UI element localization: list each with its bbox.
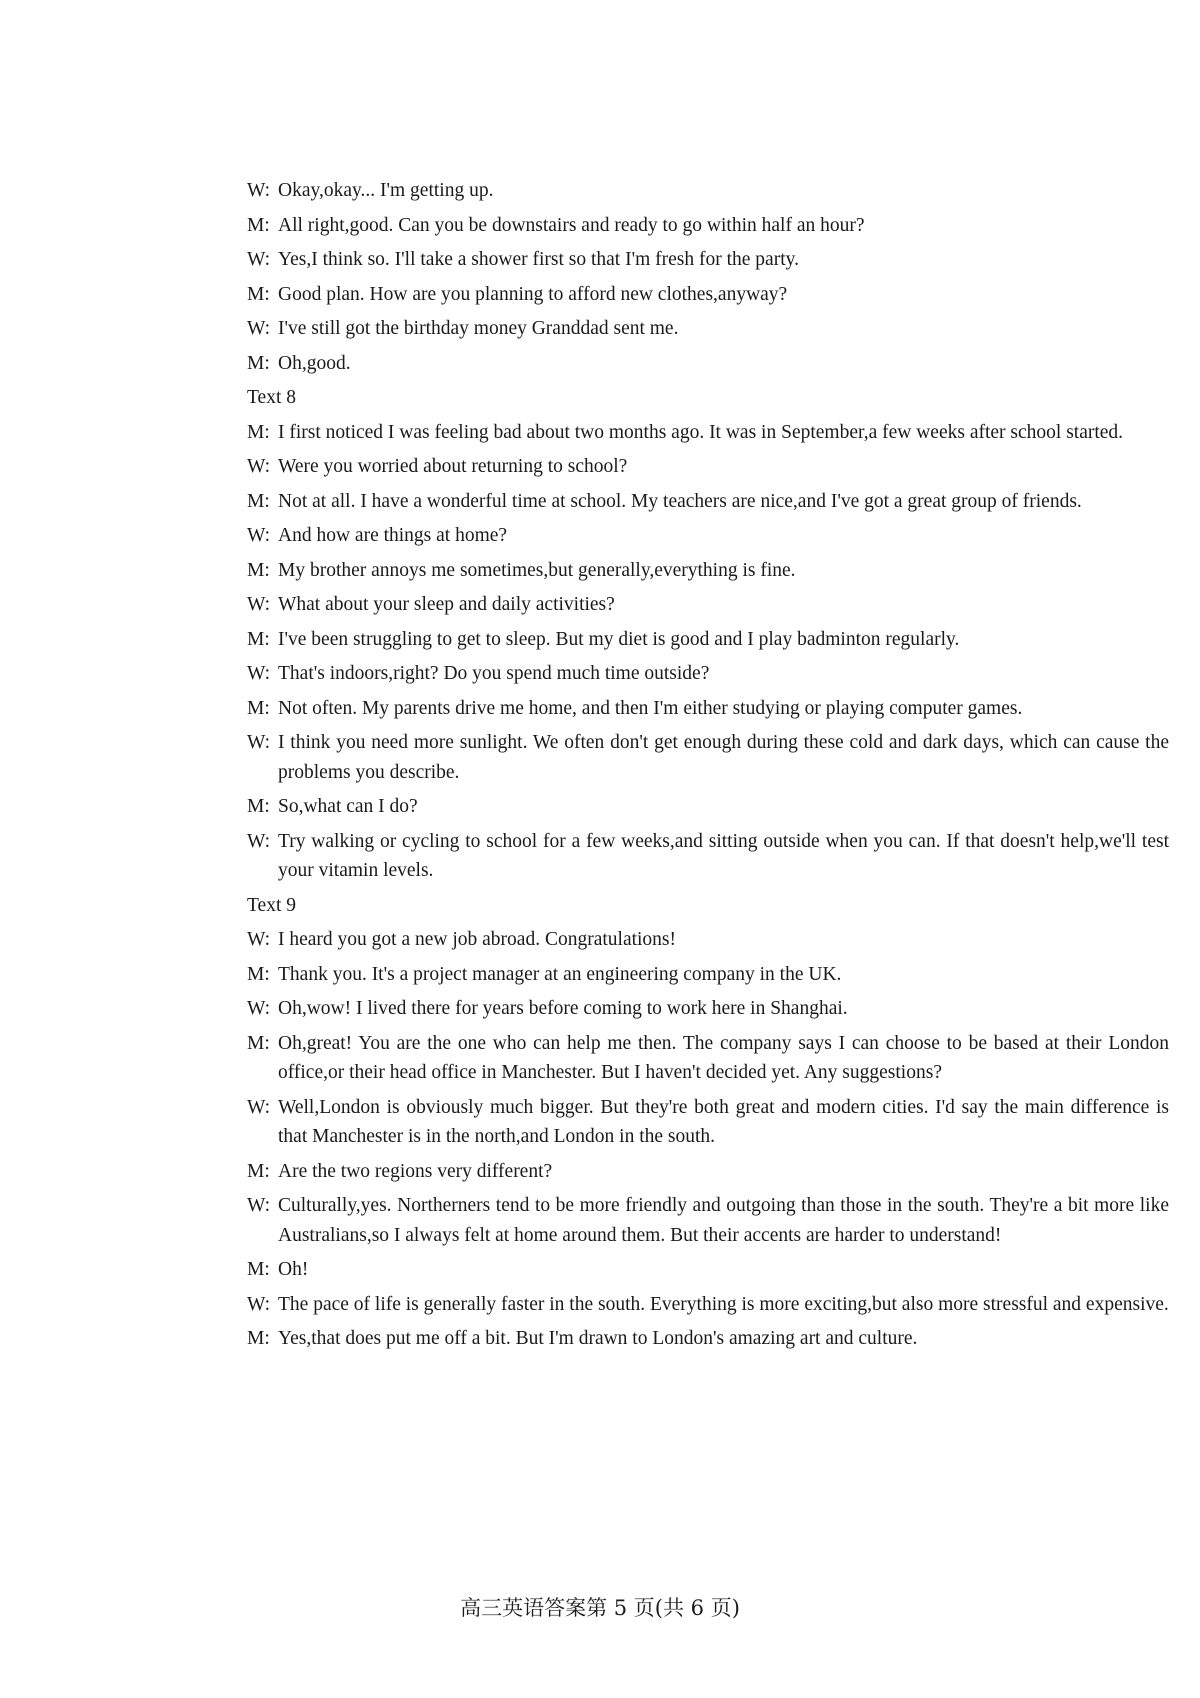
- speaker-label: W:: [247, 830, 271, 852]
- dialogue-text: I heard you got a new job abroad. Congratulations!: [278, 929, 677, 950]
- dialogue-line: [247, 1255, 1169, 1285]
- dialogue-text: Oh,wow! I lived there for years before coming to work here in Shanghai.: [278, 998, 848, 1019]
- dialogue-text: I first noticed I was feeling bad about two months ago. It was in September,a few weeks after school started.: [278, 421, 1124, 443]
- dialogue-line: [247, 728, 1169, 787]
- speaker-label: M:: [247, 1160, 270, 1182]
- dialogue-line: [247, 960, 1169, 990]
- dialogue-text: Yes,that does put me off a bit. But I'm drawn to London's amazing art and culture.: [278, 1328, 918, 1349]
- dialogue-line: [247, 245, 1169, 275]
- speaker-label: M:: [247, 1328, 270, 1349]
- dialogue-line: [247, 1157, 1169, 1187]
- section-heading: Text 8: [247, 387, 296, 408]
- speaker-label: M:: [247, 352, 270, 374]
- dialogue-line: [247, 452, 1169, 482]
- speaker-label: W:: [247, 180, 271, 201]
- dialogue-line: [247, 521, 1169, 551]
- dialogue-line: [247, 418, 1169, 448]
- dialogue-line: [247, 487, 1169, 517]
- dialogue-line: [247, 176, 1169, 206]
- speaker-label: W:: [247, 1293, 271, 1315]
- dialogue-text: Thank you. It's a project manager at an engineering company in the UK.: [278, 963, 842, 985]
- page-footer: 高三英语答案第 5 页(共 6 页): [460, 1596, 740, 1620]
- speaker-label: M:: [247, 963, 270, 985]
- dialogue-line: [247, 994, 1169, 1024]
- dialogue-text: Well,London is obviously much bigger. But they're both great and modern cities. I'd say the main difference is that Manchester is in the north,and London in the south.: [278, 1096, 1169, 1147]
- dialogue-line: [247, 625, 1169, 655]
- speaker-label: W:: [247, 318, 271, 339]
- dialogue-text: My brother annoys me sometimes,but generally,everything is fine.: [278, 559, 796, 581]
- dialogue-line: [247, 1191, 1169, 1250]
- speaker-label: W:: [247, 1195, 271, 1216]
- dialogue-line: [247, 1290, 1169, 1320]
- dialogue-text: So,what can I do?: [278, 796, 418, 817]
- speaker-label: M:: [247, 628, 270, 650]
- speaker-label: M:: [247, 1259, 270, 1280]
- dialogue-text: Oh,good.: [278, 352, 351, 374]
- speaker-label: W:: [247, 594, 271, 615]
- dialogue-text: Not often. My parents drive me home, and then I'm either studying or playing computer games.: [278, 697, 1023, 719]
- dialogue-line: [247, 1029, 1169, 1088]
- dialogue-text: Not at all. I have a wonderful time at school. My teachers are nice,and I've got a great group of friends.: [278, 490, 1082, 512]
- speaker-label: W:: [247, 663, 271, 684]
- dialogue-text: I've still got the birthday money Granddad sent me.: [278, 318, 679, 339]
- speaker-label: M:: [247, 796, 270, 817]
- speaker-label: W:: [247, 998, 271, 1019]
- dialogue-line: [247, 211, 1169, 241]
- dialogue-text: Culturally,yes. Northerners tend to be more friendly and outgoing than those in the south. They're a bit more like Australians,so I always felt at home around them. But their accents are harder to understand!: [278, 1195, 1169, 1246]
- dialogue-text: And how are things at home?: [278, 525, 508, 546]
- dialogue-text: All right,good. Can you be downstairs and ready to go within half an hour?: [278, 214, 865, 236]
- speaker-label: M:: [247, 1032, 270, 1054]
- speaker-label: W:: [247, 525, 271, 546]
- dialogue-line: [247, 925, 1169, 955]
- dialogue-line: [247, 590, 1169, 620]
- speaker-label: W:: [247, 1096, 271, 1118]
- dialogue-line: [247, 556, 1169, 586]
- speaker-label: W:: [247, 732, 271, 753]
- section-heading: Text 9: [247, 894, 296, 916]
- dialogue-text: Oh!: [278, 1259, 309, 1280]
- dialogue-line: [247, 659, 1169, 689]
- dialogue-line: [247, 694, 1169, 724]
- dialogue-line: [247, 314, 1169, 344]
- speaker-label: M:: [247, 697, 270, 719]
- speaker-label: W:: [247, 929, 271, 950]
- dialogue-text: Oh,great! You are the one who can help me then. The company says I can choose to be based at their London office,or their head office in Manchester. But I haven't decided yet. Any suggestions?: [278, 1032, 1169, 1083]
- dialogue-text: Try walking or cycling to school for a few weeks,and sitting outside when you can. If that doesn't help,we'll test your vitamin levels.: [278, 830, 1169, 881]
- dialogue-text: I've been struggling to get to sleep. But my diet is good and I play badminton regularly.: [278, 628, 960, 650]
- speaker-label: M:: [247, 283, 270, 305]
- dialogue-text: The pace of life is generally faster in the south. Everything is more exciting,but also more stressful and expensive.: [278, 1293, 1169, 1315]
- speaker-label: W:: [247, 456, 271, 477]
- dialogue-line: [247, 1324, 1169, 1354]
- dialogue-text: Good plan. How are you planning to afford new clothes,anyway?: [278, 283, 788, 305]
- dialogue-text: Were you worried about returning to school?: [278, 456, 628, 477]
- dialogue-line: [247, 1093, 1169, 1152]
- dialogue-line: [247, 280, 1169, 310]
- speaker-label: M:: [247, 490, 270, 512]
- speaker-label: M:: [247, 559, 270, 581]
- dialogue-text: That's indoors,right? Do you spend much time outside?: [278, 663, 710, 684]
- dialogue-text: I think you need more sunlight. We often don't get enough during these cold and dark days, which can cause the problems you describe.: [278, 732, 1169, 783]
- dialogue-text: Are the two regions very different?: [278, 1160, 553, 1182]
- speaker-label: M:: [247, 214, 270, 236]
- dialogue-line: [247, 792, 1169, 822]
- dialogue-text: Okay,okay... I'm getting up.: [278, 180, 494, 201]
- dialogue-line: [247, 827, 1169, 886]
- dialogue-line: [247, 349, 1169, 379]
- speaker-label: M:: [247, 421, 270, 443]
- dialogue-text: What about your sleep and daily activities?: [278, 594, 615, 615]
- dialogue-text: Yes,I think so. I'll take a shower first so that I'm fresh for the party.: [278, 249, 799, 270]
- transcript-body: [247, 176, 1169, 1359]
- speaker-label: W:: [247, 249, 271, 270]
